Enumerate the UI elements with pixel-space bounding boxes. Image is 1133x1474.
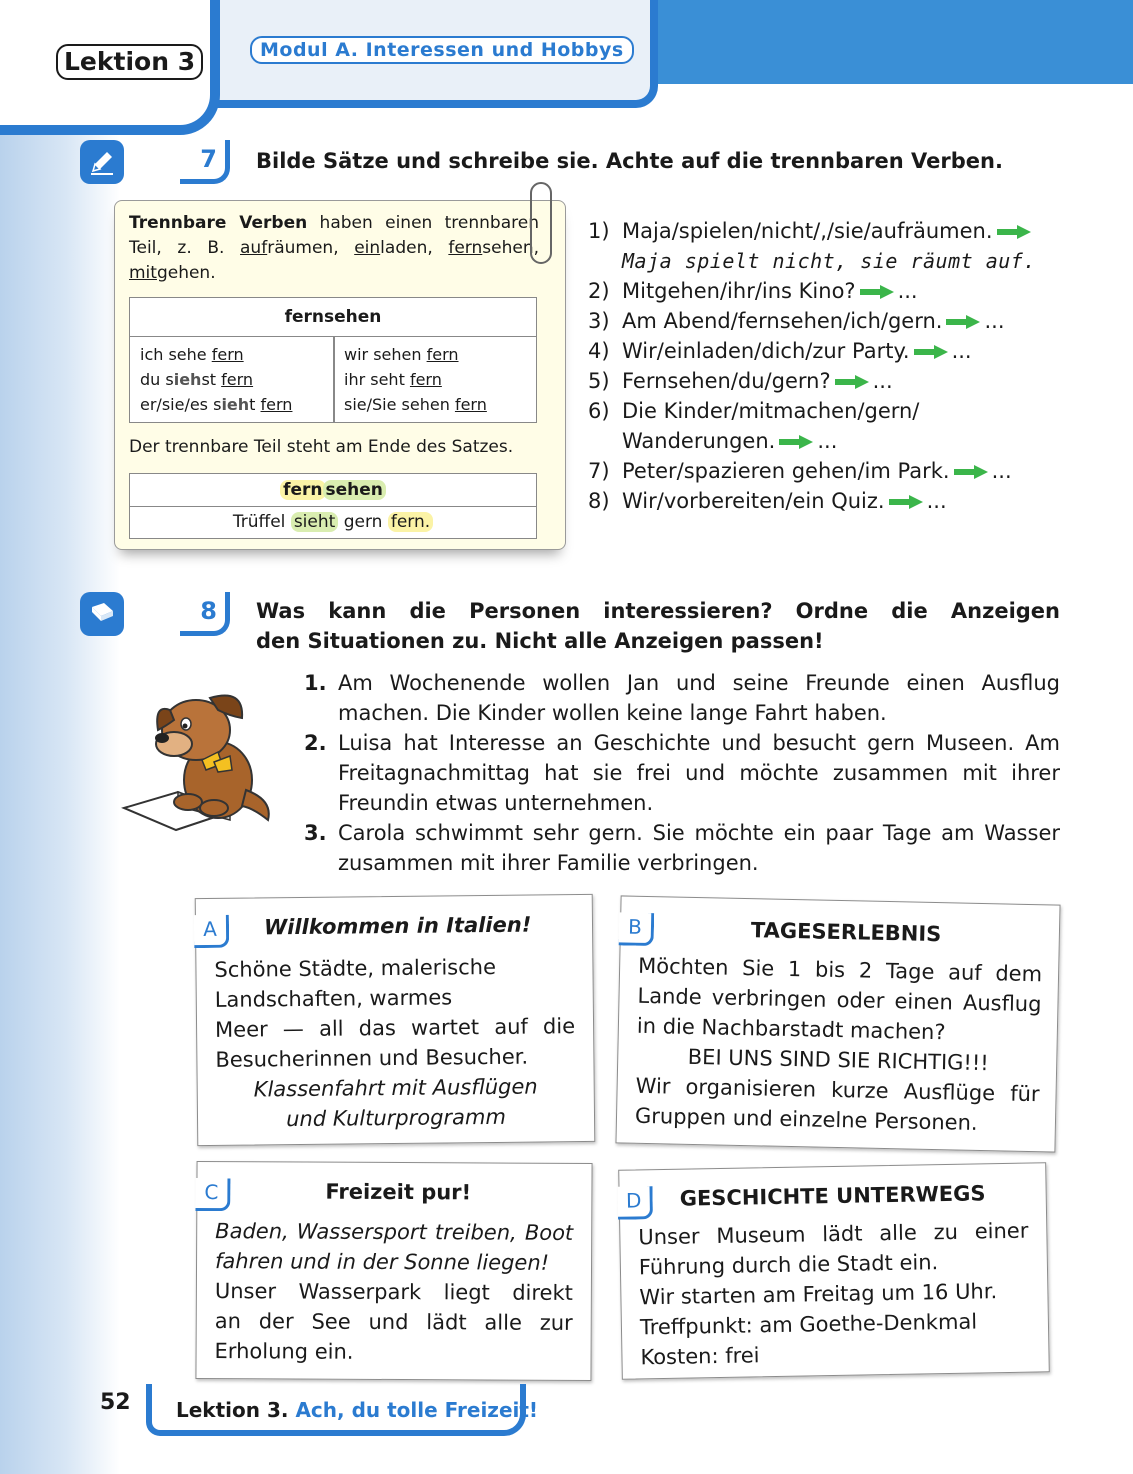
conjugation-table <box>129 297 537 423</box>
ad-card-b <box>615 895 1060 1152</box>
exercise-7-number: 7 <box>180 140 230 184</box>
exercise-7-list <box>588 216 1068 516</box>
card-title: TAGESERLEBNIS <box>750 918 942 947</box>
conjugation-singular <box>140 342 292 417</box>
list-item: 7) Peter/spazieren gehen/im Park. ... <box>588 459 1012 483</box>
dog-reading-illustration <box>118 680 288 840</box>
example-prefix: auf <box>240 238 268 258</box>
arrow-right-icon <box>889 495 923 509</box>
card-letter: A <box>194 915 229 948</box>
pencil-icon <box>80 140 124 184</box>
example-prefix: mit <box>129 263 157 283</box>
example-rest: gehen <box>156 263 211 283</box>
ad-card-a <box>195 894 596 1146</box>
card-body: Möchten Sie 1 bis 2 Tage auf dem Lande verbringen oder einen Ausflug in die Nachbarstadt machen? BEI UNS SIND SIE RICHTIG!!! Wir organisieren kurze Ausflüge für Gruppen und einzelne Personen. <box>634 953 1043 1135</box>
example-rest: laden <box>380 238 428 258</box>
card-letter: C <box>195 1178 230 1211</box>
arrow-right-icon <box>860 285 894 299</box>
ad-card-d <box>618 1162 1050 1379</box>
list-item: 1) Maja/spielen/nicht/,/sie/aufräumen. <box>588 216 1068 246</box>
example-prefix: fern <box>448 238 483 258</box>
card-title: Freizeit pur! <box>325 1179 472 1205</box>
situation-item: 3. Carola schwimmt sehr gern. Sie möchte ein paar Tage am Wasser zusammen mit ihrer Familie verbringen. <box>304 821 1060 875</box>
conjugation-row: ich sehe fern <box>140 345 244 364</box>
page-number: 52 <box>100 1390 131 1415</box>
situation-item: 1. Am Wochenende wollen Jan und seine Freunde einen Ausflug machen. Die Kinder wollen keine lange Fahrt haben. <box>304 671 1060 725</box>
footer-lesson: Lektion 3. Ach, du tolle Freizeit! <box>176 1398 539 1422</box>
exercise-7-title: Bilde Sätze und schreibe sie. Achte auf die trennbaren Verben. <box>256 149 1003 173</box>
exercise-8-title-line-2: den Situationen zu. Nicht alle Anzeigen passen! <box>256 629 824 653</box>
card-letter: B <box>619 912 655 946</box>
arrow-right-icon <box>779 435 813 449</box>
situations-list <box>304 668 1060 878</box>
header-blue-band <box>640 0 1133 84</box>
example-sentence: Trüffel sieht gern fern. <box>130 506 536 538</box>
left-gradient-band <box>0 0 120 1474</box>
list-item: 5) Fernsehen/du/gern? ... <box>588 369 893 393</box>
card-title: Willkommen in Italien! <box>263 912 532 940</box>
example-table <box>129 473 537 539</box>
paperclip-icon <box>530 182 552 264</box>
grammar-rule-box <box>114 200 566 550</box>
conjugation-row: wir sehen fern <box>344 345 459 364</box>
list-item: 8) Wir/vorbereiten/ein Quiz. ... <box>588 489 947 513</box>
card-title: GESCHICHTE UNTERWEGS <box>679 1181 986 1211</box>
example-prefix: ein <box>354 238 381 258</box>
list-item: 6) Die Kinder/mitmachen/gern/ <box>588 399 920 423</box>
list-item: 3) Am Abend/fernsehen/ich/gern. ... <box>588 309 1005 333</box>
footer-lesson-title: Ach, du tolle Freizeit! <box>295 1398 539 1422</box>
module-label: Modul A. Interessen und Hobbys <box>250 36 634 64</box>
conjugation-row: er/sie/es sieht fern <box>140 395 293 414</box>
rule-term: Trennbare Verben <box>129 213 308 233</box>
conjugation-row: ihr seht fern <box>344 370 442 389</box>
conjugation-row: sie/Sie sehen fern <box>344 395 487 414</box>
card-body: Unser Museum lädt alle zu einer Führung durch die Stadt ein. Wir starten am Freitag um 16 Uhr. Treffpunkt: am Goethe-Denkmal Kosten: frei <box>638 1218 1029 1370</box>
list-item-continuation: Wanderungen. ... <box>622 429 838 453</box>
rule-text: Trennbare Verben haben einen trennbaren Teil, z. B. aufräumen, einladen, fernsehen, mitgehen. <box>129 213 540 283</box>
sample-answer: Maja spielt nicht, sie räumt auf. <box>622 249 1036 273</box>
example-heading: fern sehen <box>130 474 536 507</box>
ad-card-c <box>195 1161 592 1381</box>
conjugation-heading: fernsehen <box>130 298 536 337</box>
arrow-right-icon <box>914 345 948 359</box>
arrow-right-icon <box>946 315 980 329</box>
card-body: Baden, Wassersport treiben, Boot fahren und in der Sonne liegen! Unser Wasserpark liegt direkt an der See und lädt alle zur Erholung ein. <box>214 1219 574 1364</box>
rule-description: haben einen trennbaren Teil, z. B. <box>129 213 539 258</box>
exercise-8-title-line-1: Was kann die Personen interessieren? Ordne die Anzeigen <box>256 599 1060 623</box>
rule-note: Der trennbare Teil steht am Ende des Satzes. <box>129 437 514 457</box>
arrow-right-icon <box>835 375 869 389</box>
table-divider <box>333 336 335 422</box>
card-body: Schöne Städte, malerische Landschaften, warmes Meer — all das wartet auf die Besucherinnen und Besucher. Klassenfahrt mit Ausflügen und Kulturprogramm <box>214 954 576 1132</box>
book-icon <box>80 592 124 636</box>
conjugation-plural <box>344 342 487 417</box>
card-letter: D <box>617 1186 653 1220</box>
example-rest: sehen <box>482 238 534 258</box>
situation-item: 2. Luisa hat Interesse an Geschichte und besucht gern Museen. Am Freitagnachmittag hat sie frei und möchte zusammen mit ihrer Freundin etwas unternehmen. <box>304 731 1060 815</box>
list-item: 4) Wir/einladen/dich/zur Party. ... <box>588 339 972 363</box>
arrow-right-icon <box>997 225 1031 239</box>
lesson-label: Lektion 3 <box>56 44 203 80</box>
arrow-right-icon <box>954 465 988 479</box>
list-item: 2) Mitgehen/ihr/ins Kino? ... <box>588 279 918 303</box>
conjugation-row: du siehst fern <box>140 370 254 389</box>
example-rest: räumen <box>267 238 334 258</box>
exercise-8-number: 8 <box>180 592 230 636</box>
